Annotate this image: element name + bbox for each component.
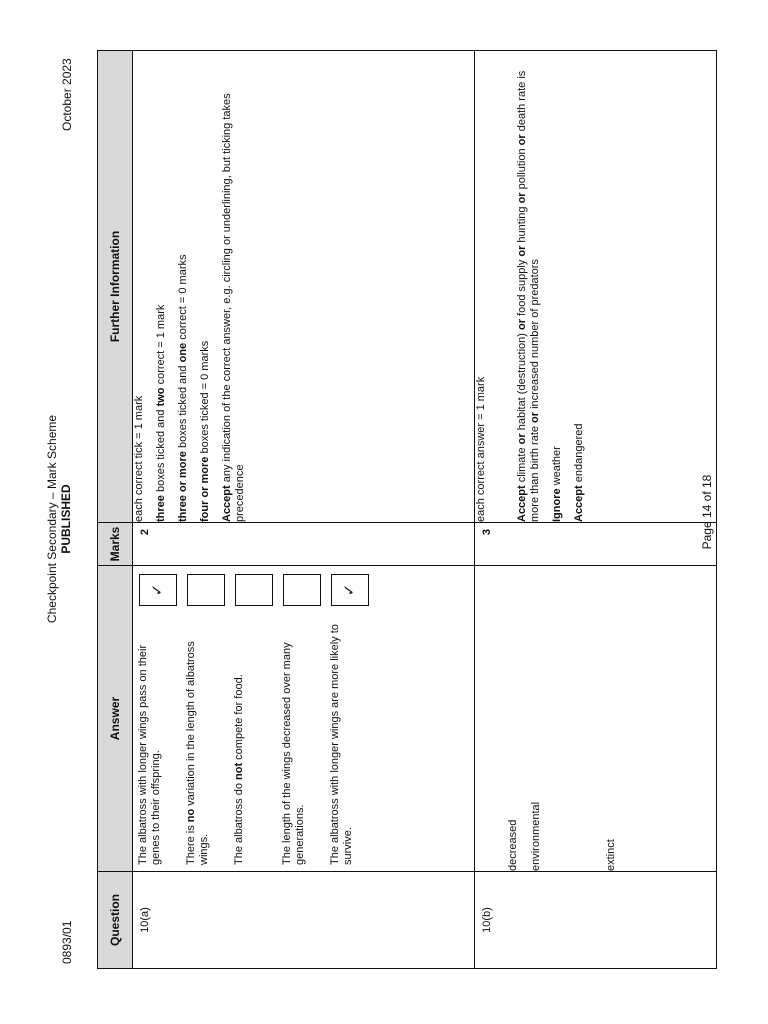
answer-text: decreased [507, 819, 519, 871]
tick-box [283, 574, 321, 606]
answer-emphasis: not [233, 762, 245, 780]
answer-cell [133, 566, 475, 872]
answer-emphasis: no [185, 808, 197, 823]
table-row [475, 51, 717, 969]
answer-option [277, 566, 325, 871]
info-line: three or more boxes ticked and one correct = 0 marks [177, 254, 189, 522]
answer-text-end: compete for food. [233, 674, 245, 763]
info-line: Accept endangered [573, 423, 585, 522]
info-line: Ignore weather [551, 446, 563, 522]
answer-text-end: variation in the length of albatross wings. [185, 641, 210, 865]
info-line: Accept any indication of the correct answer, e.g. circling or underlining, but ticking takes precedence [221, 93, 246, 522]
marks-value: 3 [475, 523, 717, 566]
question-number: 10(b) [475, 872, 717, 969]
mark-scheme-table [97, 50, 717, 969]
tick-box: ✓ [139, 574, 177, 606]
marks-value: 2 [133, 523, 475, 566]
tick-box [235, 574, 273, 606]
answer-option [181, 566, 229, 871]
table-row [133, 51, 475, 969]
answer-text: The albatross with longer wings are more likely to survive. [329, 624, 354, 865]
tick-box [187, 574, 225, 606]
further-information-cell [475, 51, 717, 523]
info-line: each correct answer = 1 mark [475, 376, 487, 522]
answer-text: There is [185, 822, 197, 865]
info-line: each correct tick = 1 mark [133, 395, 145, 522]
title-line: Checkpoint Secondary – Mark Scheme [45, 414, 59, 624]
answer-text: environmental [530, 801, 542, 871]
table-header-row [98, 51, 133, 969]
answer-text: The length of the wings decreased over many generations. [281, 642, 306, 865]
answer-text: extinct [605, 839, 617, 871]
info-line: four or more boxes ticked = 0 marks [199, 340, 211, 522]
further-information-cell [133, 51, 475, 523]
column-header-further-information: Further Information [98, 51, 133, 523]
page-number: Page 14 of 18 [700, 474, 714, 550]
exam-date: October 2023 [60, 58, 74, 131]
column-header-answer: Answer [98, 566, 133, 872]
answer-cell [475, 566, 717, 872]
answer-text: The albatross with longer wings pass on their genes to their offspring. [137, 644, 162, 865]
paper-code: 0893/01 [60, 920, 74, 964]
answer-option [325, 566, 373, 871]
tick-box: ✓ [331, 574, 369, 606]
question-number: 10(a) [133, 872, 475, 969]
info-line: three boxes ticked and two correct = 1 mark [155, 304, 167, 522]
published-label: PUBLISHED [59, 484, 73, 554]
document-title [45, 354, 73, 684]
answer-option [133, 566, 181, 871]
answer-text: The albatross do [233, 780, 245, 865]
info-line: Accept climate or habitat (destruction) or food supply or hunting or pollution or death rate is more than birth rate or increased number of predators [516, 70, 541, 522]
column-header-marks: Marks [98, 523, 133, 566]
answer-option [229, 566, 277, 871]
column-header-question: Question [98, 872, 133, 969]
